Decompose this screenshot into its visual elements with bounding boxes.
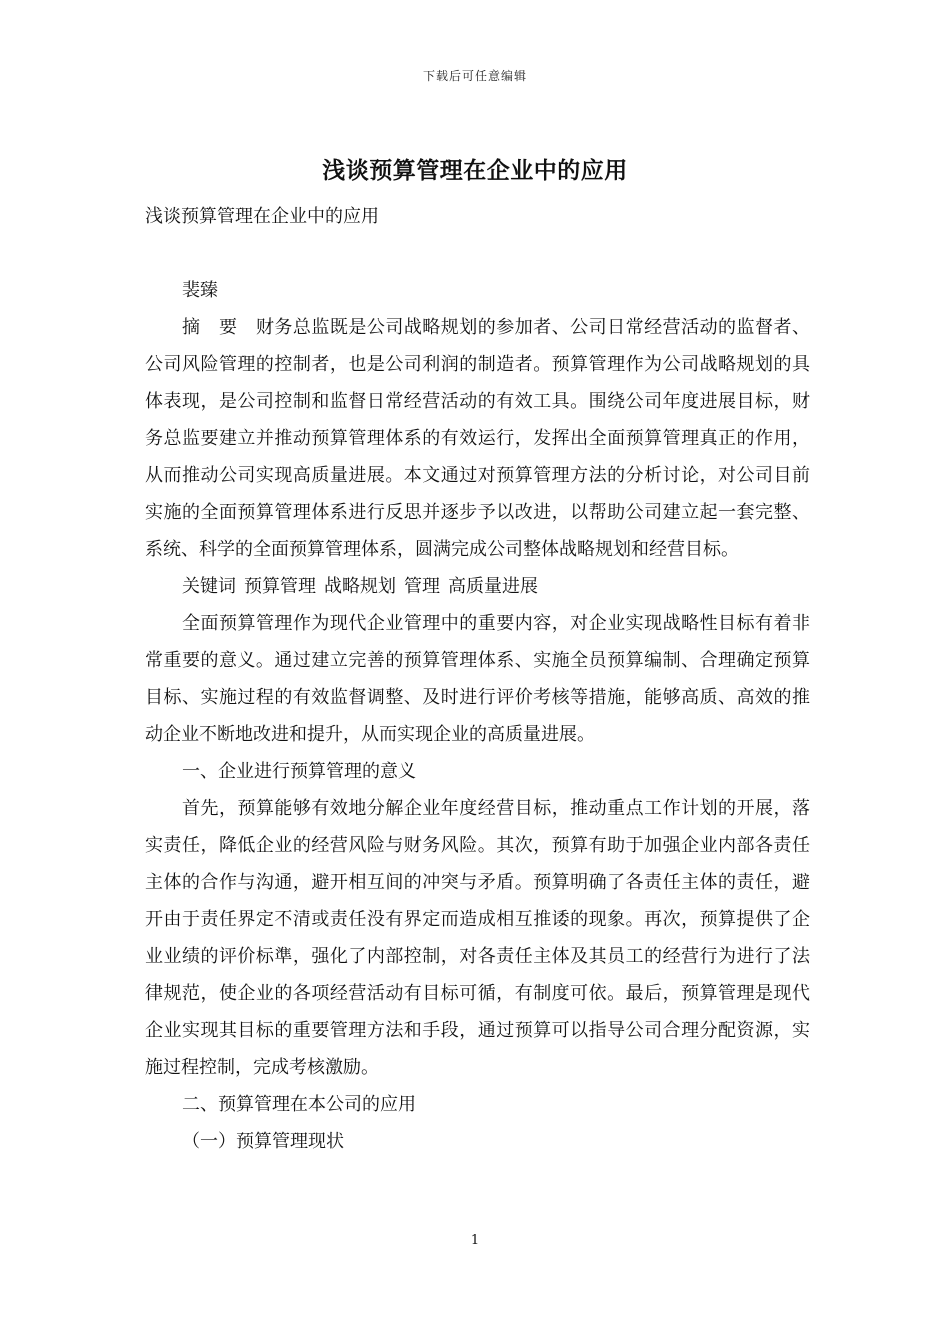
page-number: 1 <box>470 1233 480 1248</box>
document-body <box>145 198 810 1160</box>
intro-paragraph: 全面预算管理作为现代企业管理中的重要内容，对企业实现战略性目标有着非常重要的意义。通过建立完善的预算管理体系、实施全员预算编制、合理确定预算目标、实施过程的有效监督调整、及时进行评价考核等措施，能够高质、高效的推动企业不断地改进和提升，从而实现企业的高质量进展。 <box>145 613 810 745</box>
subtitle: 浅谈预算管理在企业中的应用 <box>145 206 379 227</box>
section-heading: 二、预算管理在本公司的应用 <box>182 1094 416 1115</box>
author-name: 裴臻 <box>182 280 218 301</box>
keyword: 战略规划 <box>324 576 396 597</box>
keyword: 管理 <box>404 576 440 597</box>
keyword: 预算管理 <box>244 576 316 597</box>
blank-line <box>145 235 810 272</box>
document-title: 浅谈预算管理在企业中的应用 <box>322 157 628 184</box>
abstract-paragraph: 摘 要 财务总监既是公司战略规划的参加者、公司日常经营活动的监督者、公司风险管理的控制者，也是公司利润的制造者。预算管理作为公司战略规划的具体表现，是公司控制和监督日常经营活动的有效工具。围绕公司年度进展目标，财务总监要建立并推动预算管理体系的有效运行，发挥出全面预算管理真正的作用，从而推动公司实现高质量进展。本文通过对预算管理方法的分析讨论，对公司目前实施的全面预算管理体系进行反思并逐步予以改进，以帮助公司建立起一套完整、系统、科学的全面预算管理体系，圆满完成公司整体战略规划和经营目标。 <box>145 317 810 560</box>
header-note: 下载后可任意编辑 <box>422 69 527 83</box>
section-heading: 一、企业进行预算管理的意义 <box>182 761 416 782</box>
keyword: 高质量进展 <box>448 576 538 597</box>
subsection-heading: （一）预算管理现状 <box>182 1131 344 1152</box>
section-paragraph: 首先，预算能够有效地分解企业年度经营目标，推动重点工作计划的开展，落实责任，降低企业的经营风险与财务风险。其次，预算有助于加强企业内部各责任主体的合作与沟通，避开相互间的冲突与矛盾。预算明确了各责任主体的责任，避开由于责任界定不清或责任没有界定而造成相互推诿的现象。再次，预算提供了企业业绩的评价标準，强化了内部控制，对各责任主体及其员工的经营行为进行了法律规范，使企业的各项经营活动有目标可循，有制度可依。最后，预算管理是现代企业实现其目标的重要管理方法和手段，通过预算可以指导公司合理分配资源，实施过程控制，完成考核激励。 <box>145 798 810 1078</box>
keywords-line <box>145 568 810 605</box>
keywords-label: 关键词 <box>182 576 236 597</box>
